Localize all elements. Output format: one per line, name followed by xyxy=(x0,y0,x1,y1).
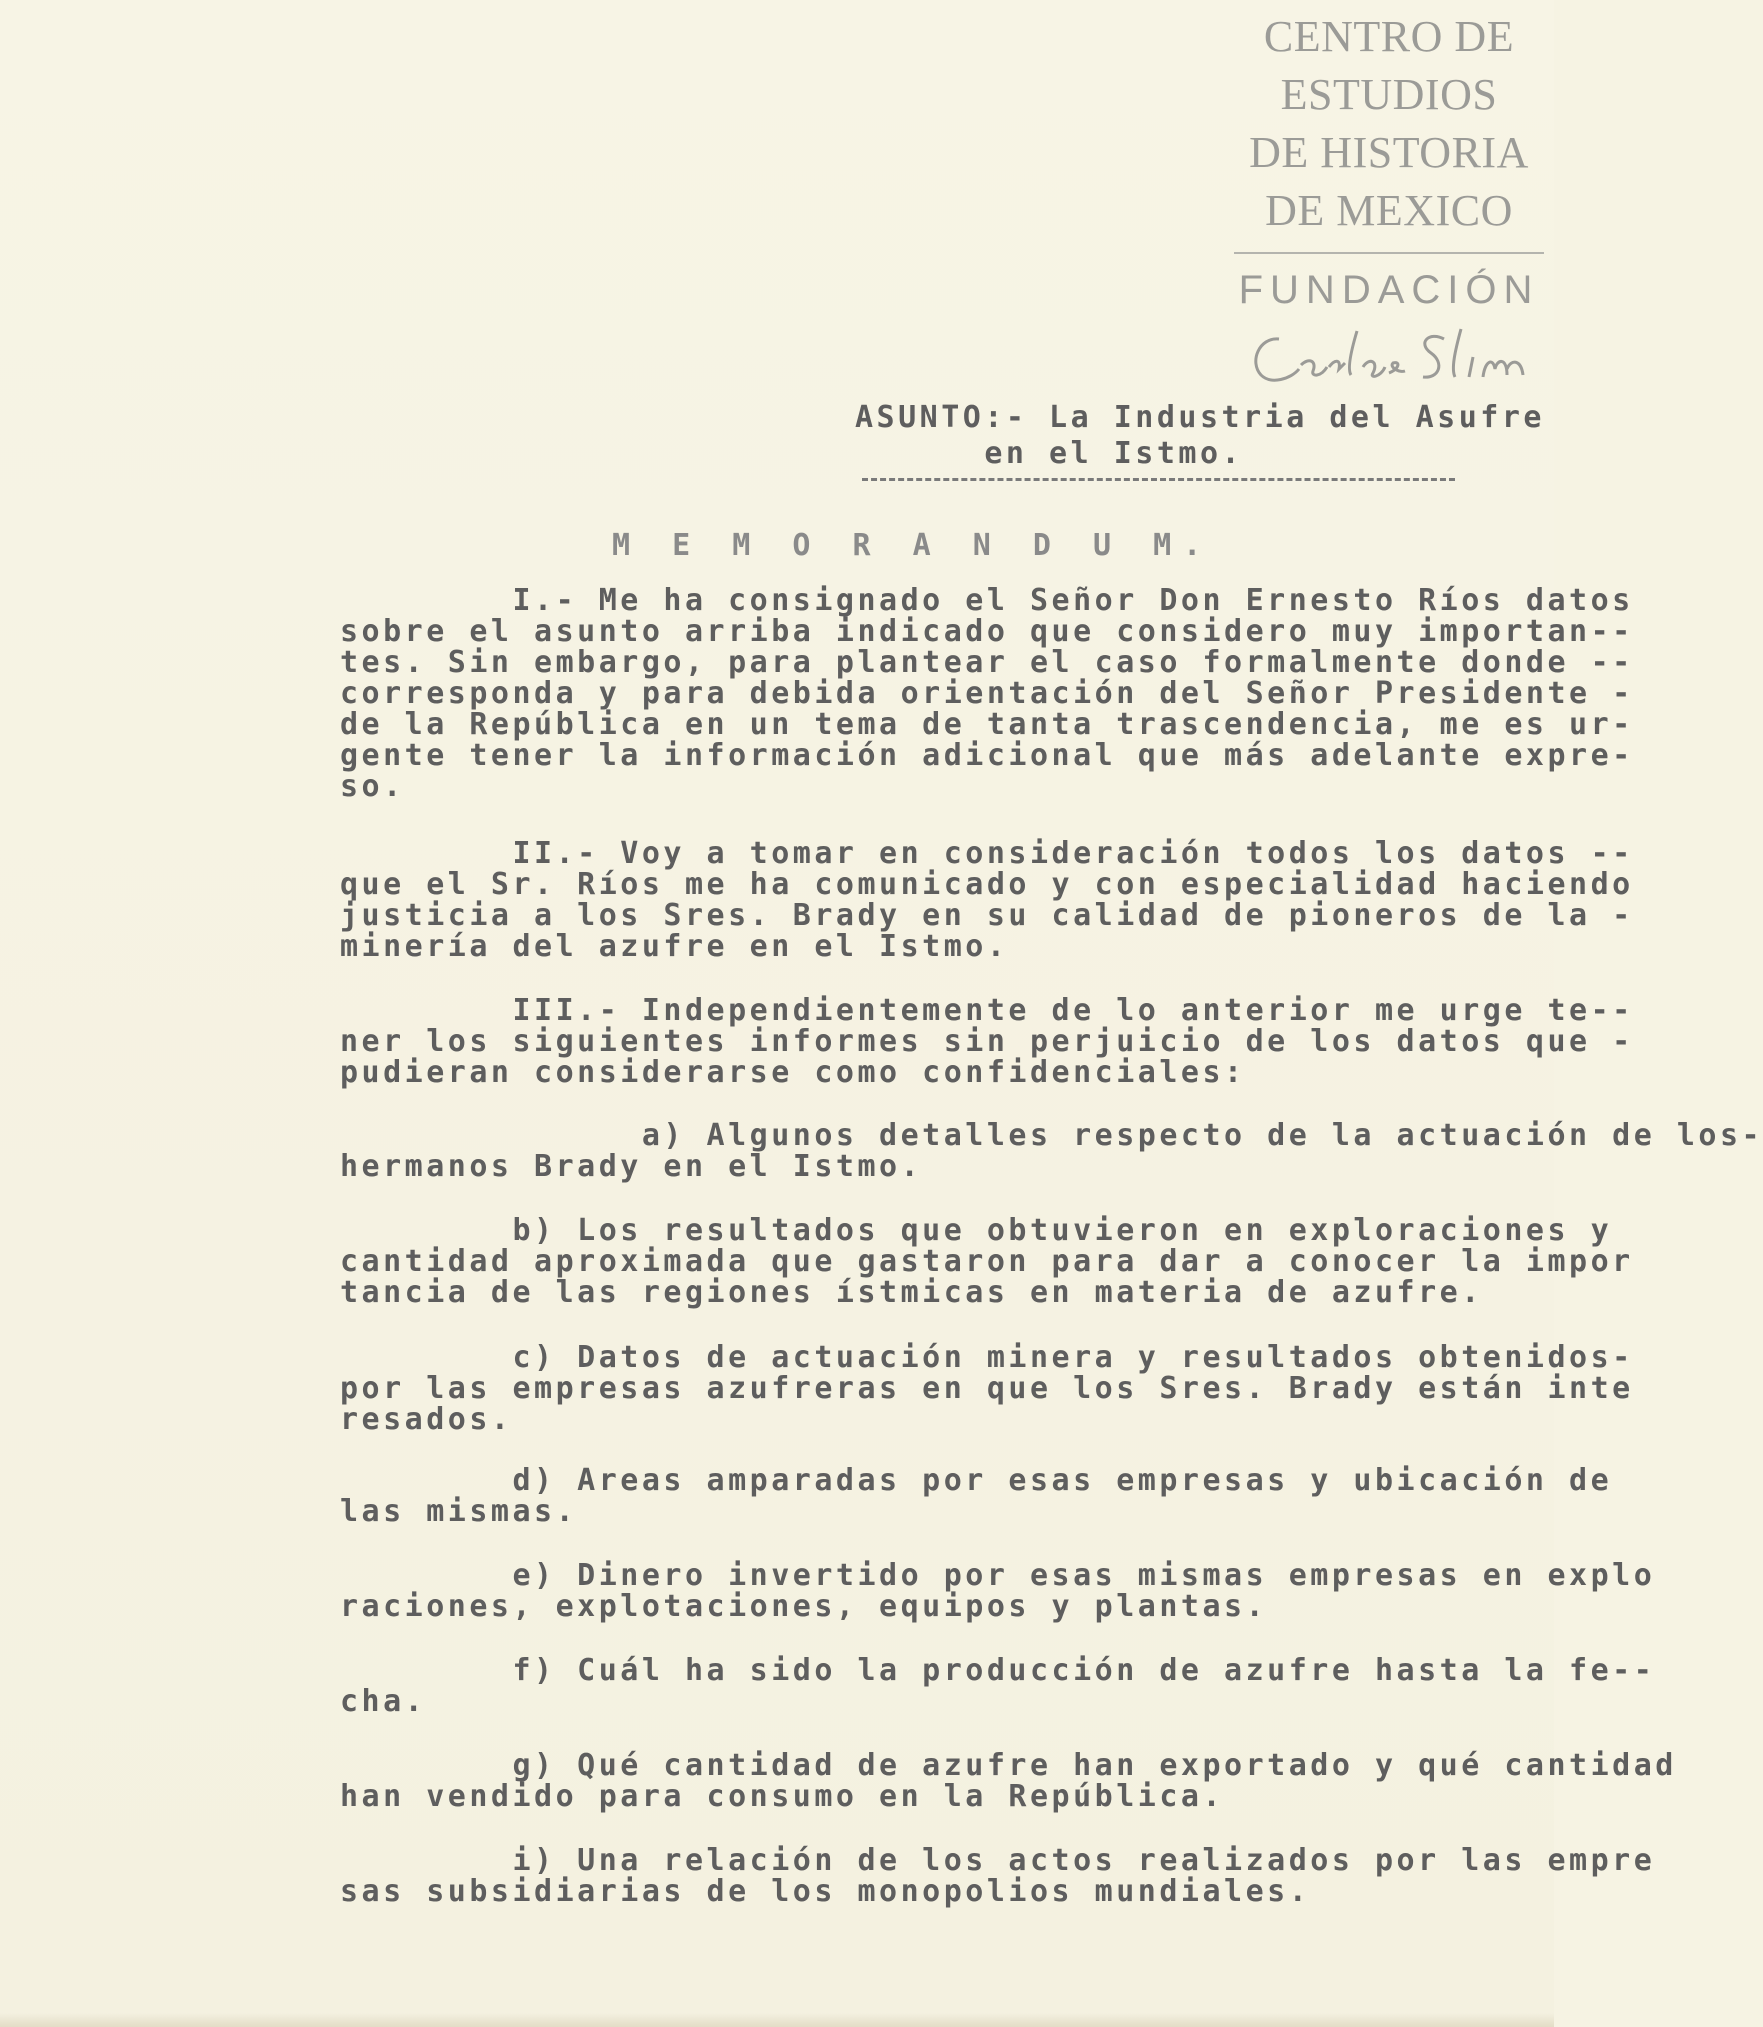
text-line: c) Datos de actuación minera y resultados obtenidos- xyxy=(340,1340,1634,1375)
paragraph-1 xyxy=(340,583,1634,804)
item-g xyxy=(340,1748,1677,1814)
paragraph-3 xyxy=(340,993,1634,1090)
text-line: por las empresas azufreras en que los Sres. Brady están inte xyxy=(340,1371,1634,1406)
text-line: resados. xyxy=(340,1402,513,1437)
text-line: II.- Voy a tomar en consideración todos los datos -- xyxy=(340,836,1634,871)
text-line: de la República en un tema de tanta trascendencia, me es ur- xyxy=(340,707,1634,742)
text-line: que el Sr. Ríos me ha comunicado y con especialidad haciendo xyxy=(340,867,1634,902)
watermark-fundacion: FUNDACIÓN xyxy=(1238,268,1540,312)
watermark-line-1: CENTRO DE xyxy=(1263,12,1515,61)
text-line: d) Areas amparadas por esas empresas y ubicación de xyxy=(340,1463,1613,1498)
watermark-line-4: DE MEXICO xyxy=(1265,186,1513,235)
watermark-line-3: DE HISTORIA xyxy=(1249,128,1529,177)
text-line: tes. Sin embargo, para plantear el caso formalmente donde -- xyxy=(340,645,1634,680)
subject-block xyxy=(855,400,1545,472)
text-line: han vendido para consumo en la República. xyxy=(340,1779,1225,1814)
item-d xyxy=(340,1463,1613,1529)
text-line: raciones, explotaciones, equipos y plantas. xyxy=(340,1589,1268,1624)
text-line: sobre el asunto arriba indicado que considero muy importan-- xyxy=(340,614,1634,649)
subject-underline xyxy=(862,478,1455,481)
text-line: e) Dinero invertido por esas mismas empresas en explo xyxy=(340,1558,1656,1593)
text-line: cha. xyxy=(340,1684,427,1719)
text-line: b) Los resultados que obtuvieron en exploraciones y xyxy=(340,1213,1613,1248)
text-line: minería del azufre en el Istmo. xyxy=(340,929,1009,964)
text-line: g) Qué cantidad de azufre han exportado y qué cantidad xyxy=(340,1748,1677,1783)
letterhead-watermark xyxy=(1234,8,1544,402)
text-line: corresponda y para debida orientación del Señor Presidente - xyxy=(340,676,1634,711)
item-i xyxy=(340,1843,1656,1909)
watermark-line-2: ESTUDIOS xyxy=(1280,70,1498,119)
text-line: a) Algunos detalles respecto de la actuación de los- xyxy=(340,1118,1763,1153)
text-line: III.- Independientemente de lo anterior me urge te-- xyxy=(340,993,1634,1028)
item-b xyxy=(340,1213,1634,1310)
text-line: sas subsidiarias de los monopolios mundiales. xyxy=(340,1874,1311,1909)
item-a xyxy=(340,1118,1763,1184)
subject-line-1: ASUNTO:- La Industria del Asufre xyxy=(855,400,1545,435)
item-f xyxy=(340,1653,1656,1719)
text-line: gente tener la información adicional que más adelante expre- xyxy=(340,738,1634,773)
text-line: f) Cuál ha sido la producción de azufre hasta la fe-- xyxy=(340,1653,1656,1688)
text-line: hermanos Brady en el Istmo. xyxy=(340,1149,923,1184)
signature-graphic xyxy=(1239,317,1539,397)
text-line: las mismas. xyxy=(340,1494,578,1529)
paragraph-2 xyxy=(340,836,1634,964)
text-line: i) Una relación de los actos realizados por las empre xyxy=(340,1843,1656,1878)
text-line: ner los siguientes informes sin perjuicio de los datos que - xyxy=(340,1024,1634,1059)
text-line: justicia a los Sres. Brady en su calidad de pioneros de la - xyxy=(340,898,1634,933)
signature-logo xyxy=(1234,317,1544,402)
text-line: so. xyxy=(340,769,405,804)
text-line: I.- Me ha consignado el Señor Don Ernesto Ríos datos xyxy=(340,583,1634,618)
text-line: tancia de las regiones ístmicas en materia de azufre. xyxy=(340,1275,1483,1310)
subject-line-2: en el Istmo. xyxy=(984,436,1244,471)
item-e xyxy=(340,1558,1656,1624)
text-line: cantidad aproximada que gastaron para dar a conocer la impor xyxy=(340,1244,1634,1279)
watermark-divider xyxy=(1234,252,1544,254)
page-bottom-edge xyxy=(0,2013,1554,2027)
text-line: pudieran considerarse como confidenciales: xyxy=(340,1055,1246,1090)
memorandum-title: M E M O R A N D U M. xyxy=(612,528,1214,563)
item-c xyxy=(340,1340,1634,1437)
